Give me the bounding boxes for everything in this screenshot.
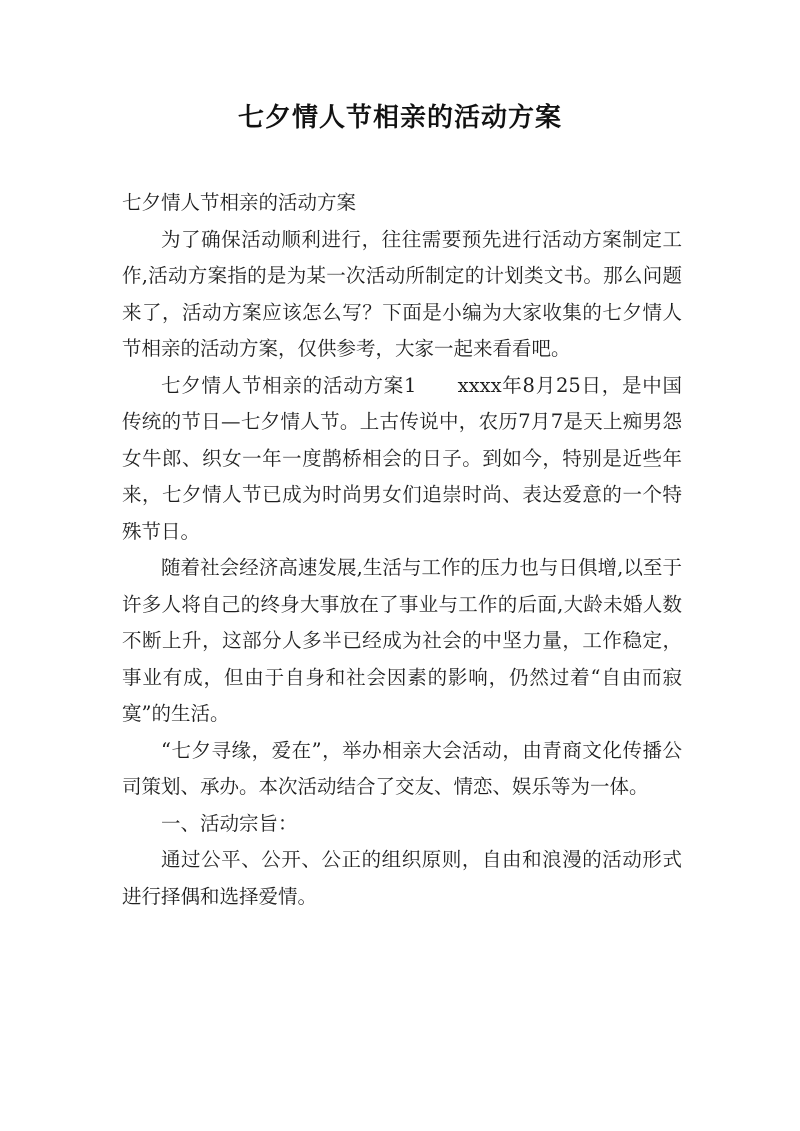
paragraph-purpose-heading: 一、活动宗旨：: [161, 811, 298, 835]
paragraph-background: 随着社会经济高速发展,生活与工作的压力也与日俱增,以至于许多人将自己的终身大事放在了事业与工作的后面,大龄未婚人数不断上升，这部分人多半已经成为社会的中坚力量，工作稳定，事业有成，但由于自身和社会因素的影响，仍然过着“自由而寂寞”的生活。: [122, 556, 682, 725]
paragraph-plan-1: 七夕情人节相亲的活动方案1 xxxx年8月25日，是中国传统的节日—七夕情人节。上古传说中，农历7月7是天上痴男怨女牛郎、织女一年一度鹊桥相会的日子。到如今，特别是近些年来，七夕情人节已成为时尚男女们追崇时尚、表达爱意的一个特殊节日。: [122, 373, 682, 543]
document-title: 七夕情人节相亲的活动方案: [237, 103, 562, 133]
paragraph-intro: 为了确保活动顺利进行，往往需要预先进行活动方案制定工作,活动方案指的是为某一次活动所制定的计划类文书。那么问题来了，活动方案应该怎么写？下面是小编为大家收集的七夕情人节相亲的活动方案，仅供参考，大家一起来看看吧。: [122, 227, 682, 360]
document-body: [122, 185, 682, 915]
paragraph-purpose: 通过公平、公开、公正的组织原则，自由和浪漫的活动形式进行择偶和选择爱情。: [122, 848, 682, 908]
section-heading: 七夕情人节相亲的活动方案: [122, 191, 357, 214]
paragraph-organizer: “七夕寻缘，爱在”，举办相亲大会活动，由青商文化传播公司策划、承办。本次活动结合了交友、情恋、娱乐等为一体。: [122, 738, 682, 798]
